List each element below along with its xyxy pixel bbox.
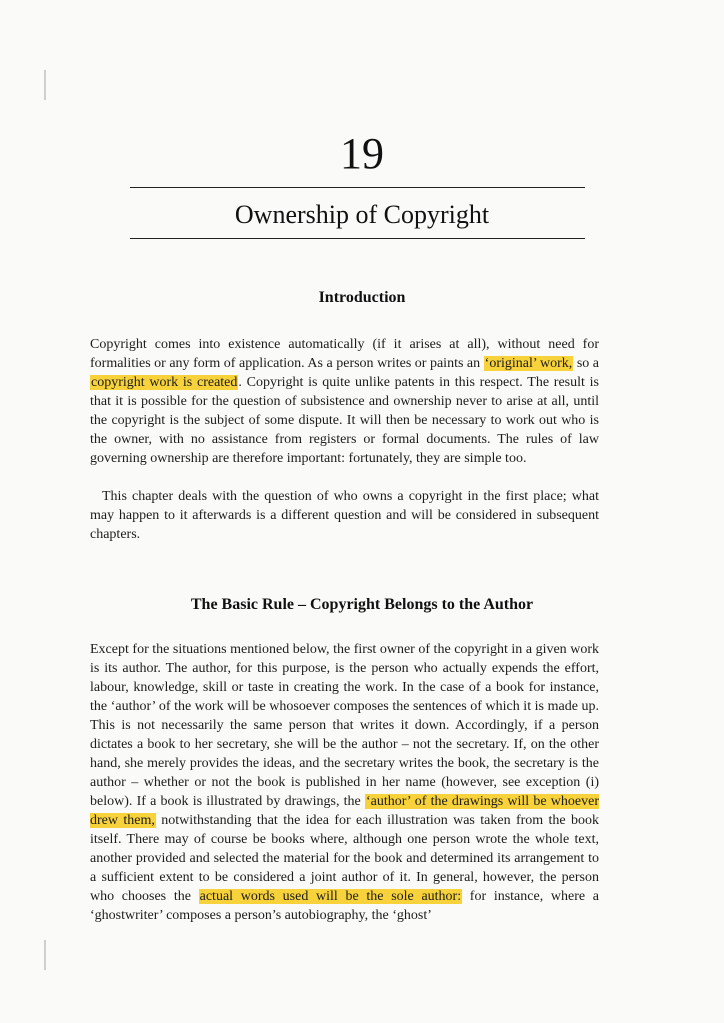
- basic-p1-text-b: notwithstanding that the idea for each illustration was taken from the book itself. There may of course be books where, although one person wrote the whole text, another provided and selected the material for the book and determined its arrangement to a sufficient extent to be considered a joint author of it. In general, however, the person who chooses the: [90, 813, 600, 904]
- binding-mark-bottom: [44, 940, 46, 970]
- section-heading-basic-rule: The Basic Rule – Copyright Belongs to the Author: [190, 596, 534, 613]
- basic-rule-paragraph-1: [90, 640, 599, 925]
- chapter-number: 19: [340, 129, 384, 178]
- highlight-original-work: ‘original’ work,: [484, 356, 573, 371]
- section-heading-introduction: Introduction: [318, 289, 406, 306]
- intro-p1-text-b: so a: [573, 356, 599, 371]
- intro-paragraph-1: [90, 335, 599, 468]
- highlight-actual-words-sole-author: actual words used will be the sole author:: [199, 889, 462, 904]
- basic-p1-text-c: for instance, where a ‘ghostwriter’ composes a person’s autobiography, the ‘ghost’: [90, 889, 599, 923]
- binding-mark-top: [44, 70, 46, 100]
- highlight-author-of-drawings: ‘author’ of the drawings will be whoever drew them,: [90, 794, 599, 828]
- intro-p1-text-c: . Copyright is quite unlike patents in this respect. The result is that it is possible for the question of subsistence and ownership never to arise at all, until the copyright is the subject of some dispute. It will then be necessary to work out who is the owner, with no assistance from registers or formal documents. The rules of law governing ownership are therefore important: fortunately, they are simple too.: [90, 375, 599, 466]
- chapter-title: Ownership of Copyright: [234, 200, 490, 229]
- basic-p1-text-a: Except for the situations mentioned below, the first owner of the copyright in a given work is its author. The author, for this purpose, is the person who actually expends the effort, labour, knowledge, skill or taste in creating the work. In the case of a book for instance, the ‘author’ of the work will be whosoever composes the sentences of which it is made up. This is not necessarily the same person that writes it down. Accordingly, if a person dictates a book to her secretary, she will be the author – not the secretary. If, on the other hand, she merely provides the ideas, and the secretary writes the book, the secretary is the author – whether or not the book is published in her name (however, see exception (i) below). If a book is illustrated by drawings, the: [90, 642, 599, 809]
- intro-p2-text: This chapter deals with the question of who owns a copyright in the first place; what may happen to it afterwards is a different question and will be considered in subsequent chapters.: [90, 489, 599, 542]
- chapter-title-rule: [130, 238, 585, 239]
- intro-p1-text-a: Copyright comes into existence automatically (if it arises at all), without need for formalities or any form of application. As a person writes or paints an: [90, 337, 599, 371]
- chapter-number-rule: [130, 187, 585, 188]
- highlight-copyright-work-created: copyright work is created: [91, 375, 238, 390]
- intro-paragraph-2: [90, 487, 599, 544]
